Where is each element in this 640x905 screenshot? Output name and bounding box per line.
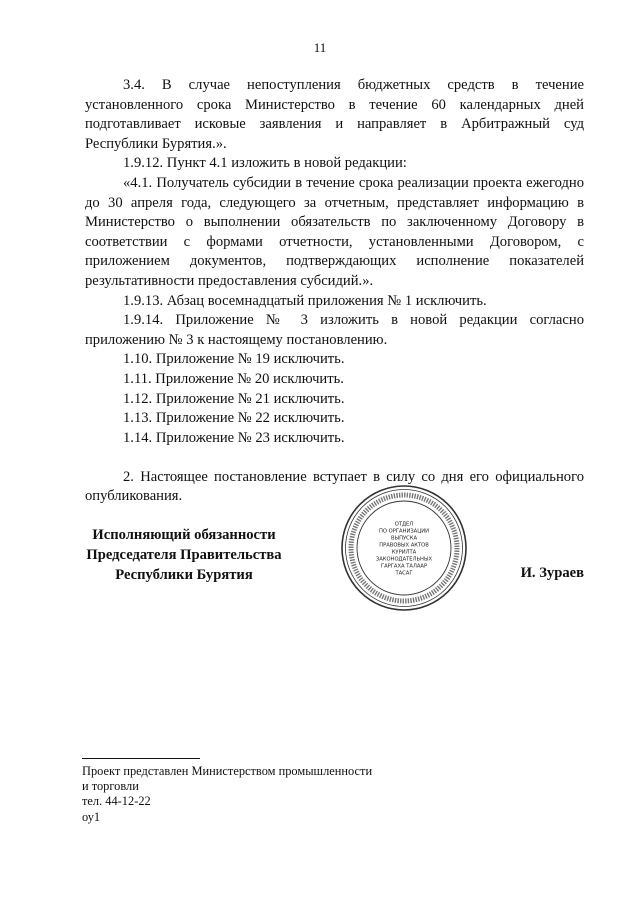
paragraph-1-14: 1.14. Приложение № 23 исключить. [123, 429, 345, 446]
signature-title-line: Республики Бурятия [115, 567, 253, 583]
signature-title [82, 525, 286, 585]
seal-text-line: ПО ОРГАНИЗАЦИИ [378, 528, 430, 535]
seal-text-line: ЗАКОНОДАТЕЛЬНЫХ [375, 556, 433, 563]
paragraph-1-9-12: 1.9.12. Пункт 4.1 изложить в новой редакции: [123, 155, 407, 172]
paragraph-1-10: 1.10. Приложение № 19 исключить. [123, 351, 345, 368]
paragraph-1-9-14: 1.9.14. Приложение № 3 изложить в новой редакции согласно приложению № 3 к настоящему постановлению. [85, 312, 584, 348]
document-body [85, 76, 584, 507]
paragraph-1-11: 1.11. Приложение № 20 исключить. [123, 370, 344, 387]
seal-text-line: ПРАВОВЫХ АКТОВ [379, 542, 429, 549]
footnote-line: Проект представлен Министерством промышленности [82, 764, 373, 778]
paragraph-3-4: 3.4. В случае непоступления бюджетных средств в течение установленного срока Министерство в течение 60 календарных дней подготавливает исковые заявления и направляет в Арбитражный суд Республики Бурятия.». [85, 77, 584, 152]
seal-text-line: ВЫПУСКА [390, 535, 418, 542]
footnote-divider [82, 758, 200, 759]
paragraph-2-effective-date: 2. Настоящее постановление вступает в силу со дня его официального опубликования. [85, 468, 584, 505]
official-seal-icon [340, 484, 468, 612]
signatory-name: И. Зураев [520, 565, 584, 581]
paragraph-4-1-quote: «4.1. Получатель субсидии в течение срока реализации проекта ежегодно до 30 апреля года, следующего за отчетным, представляет информацию в Министерство о выполнении обязательств по заключенному Договору в соответствии с формами отчетности, установленными Договором, с приложением документов, подтверждающих исполнение показателей результативности предоставления субсидий.». [85, 174, 584, 289]
footnote-line: и торговли [82, 779, 139, 793]
page-number: 11 [313, 40, 327, 55]
footnote-line: тел. 44-12-22 [82, 794, 151, 808]
signature-title-line: Председателя Правительства [86, 547, 282, 563]
seal-text-line: ГАРГАХА ТАЛААР [380, 563, 428, 570]
seal-text-line: ТАСАГ [395, 570, 413, 577]
paragraph-1-12: 1.12. Приложение № 21 исключить. [123, 390, 345, 407]
paragraph-1-9-13: 1.9.13. Абзац восемнадцатый приложения № 1 исключить. [123, 292, 487, 309]
footnote [82, 764, 372, 809]
seal-text-line: КУРИЛТА [391, 549, 417, 556]
signature-title-line: Исполняющий обязанности [92, 527, 276, 543]
paragraph-1-13: 1.13. Приложение № 22 исключить. [123, 410, 345, 427]
seal-text-line: ОТДЕЛ [394, 521, 414, 528]
document-code: оу1 [82, 810, 101, 824]
